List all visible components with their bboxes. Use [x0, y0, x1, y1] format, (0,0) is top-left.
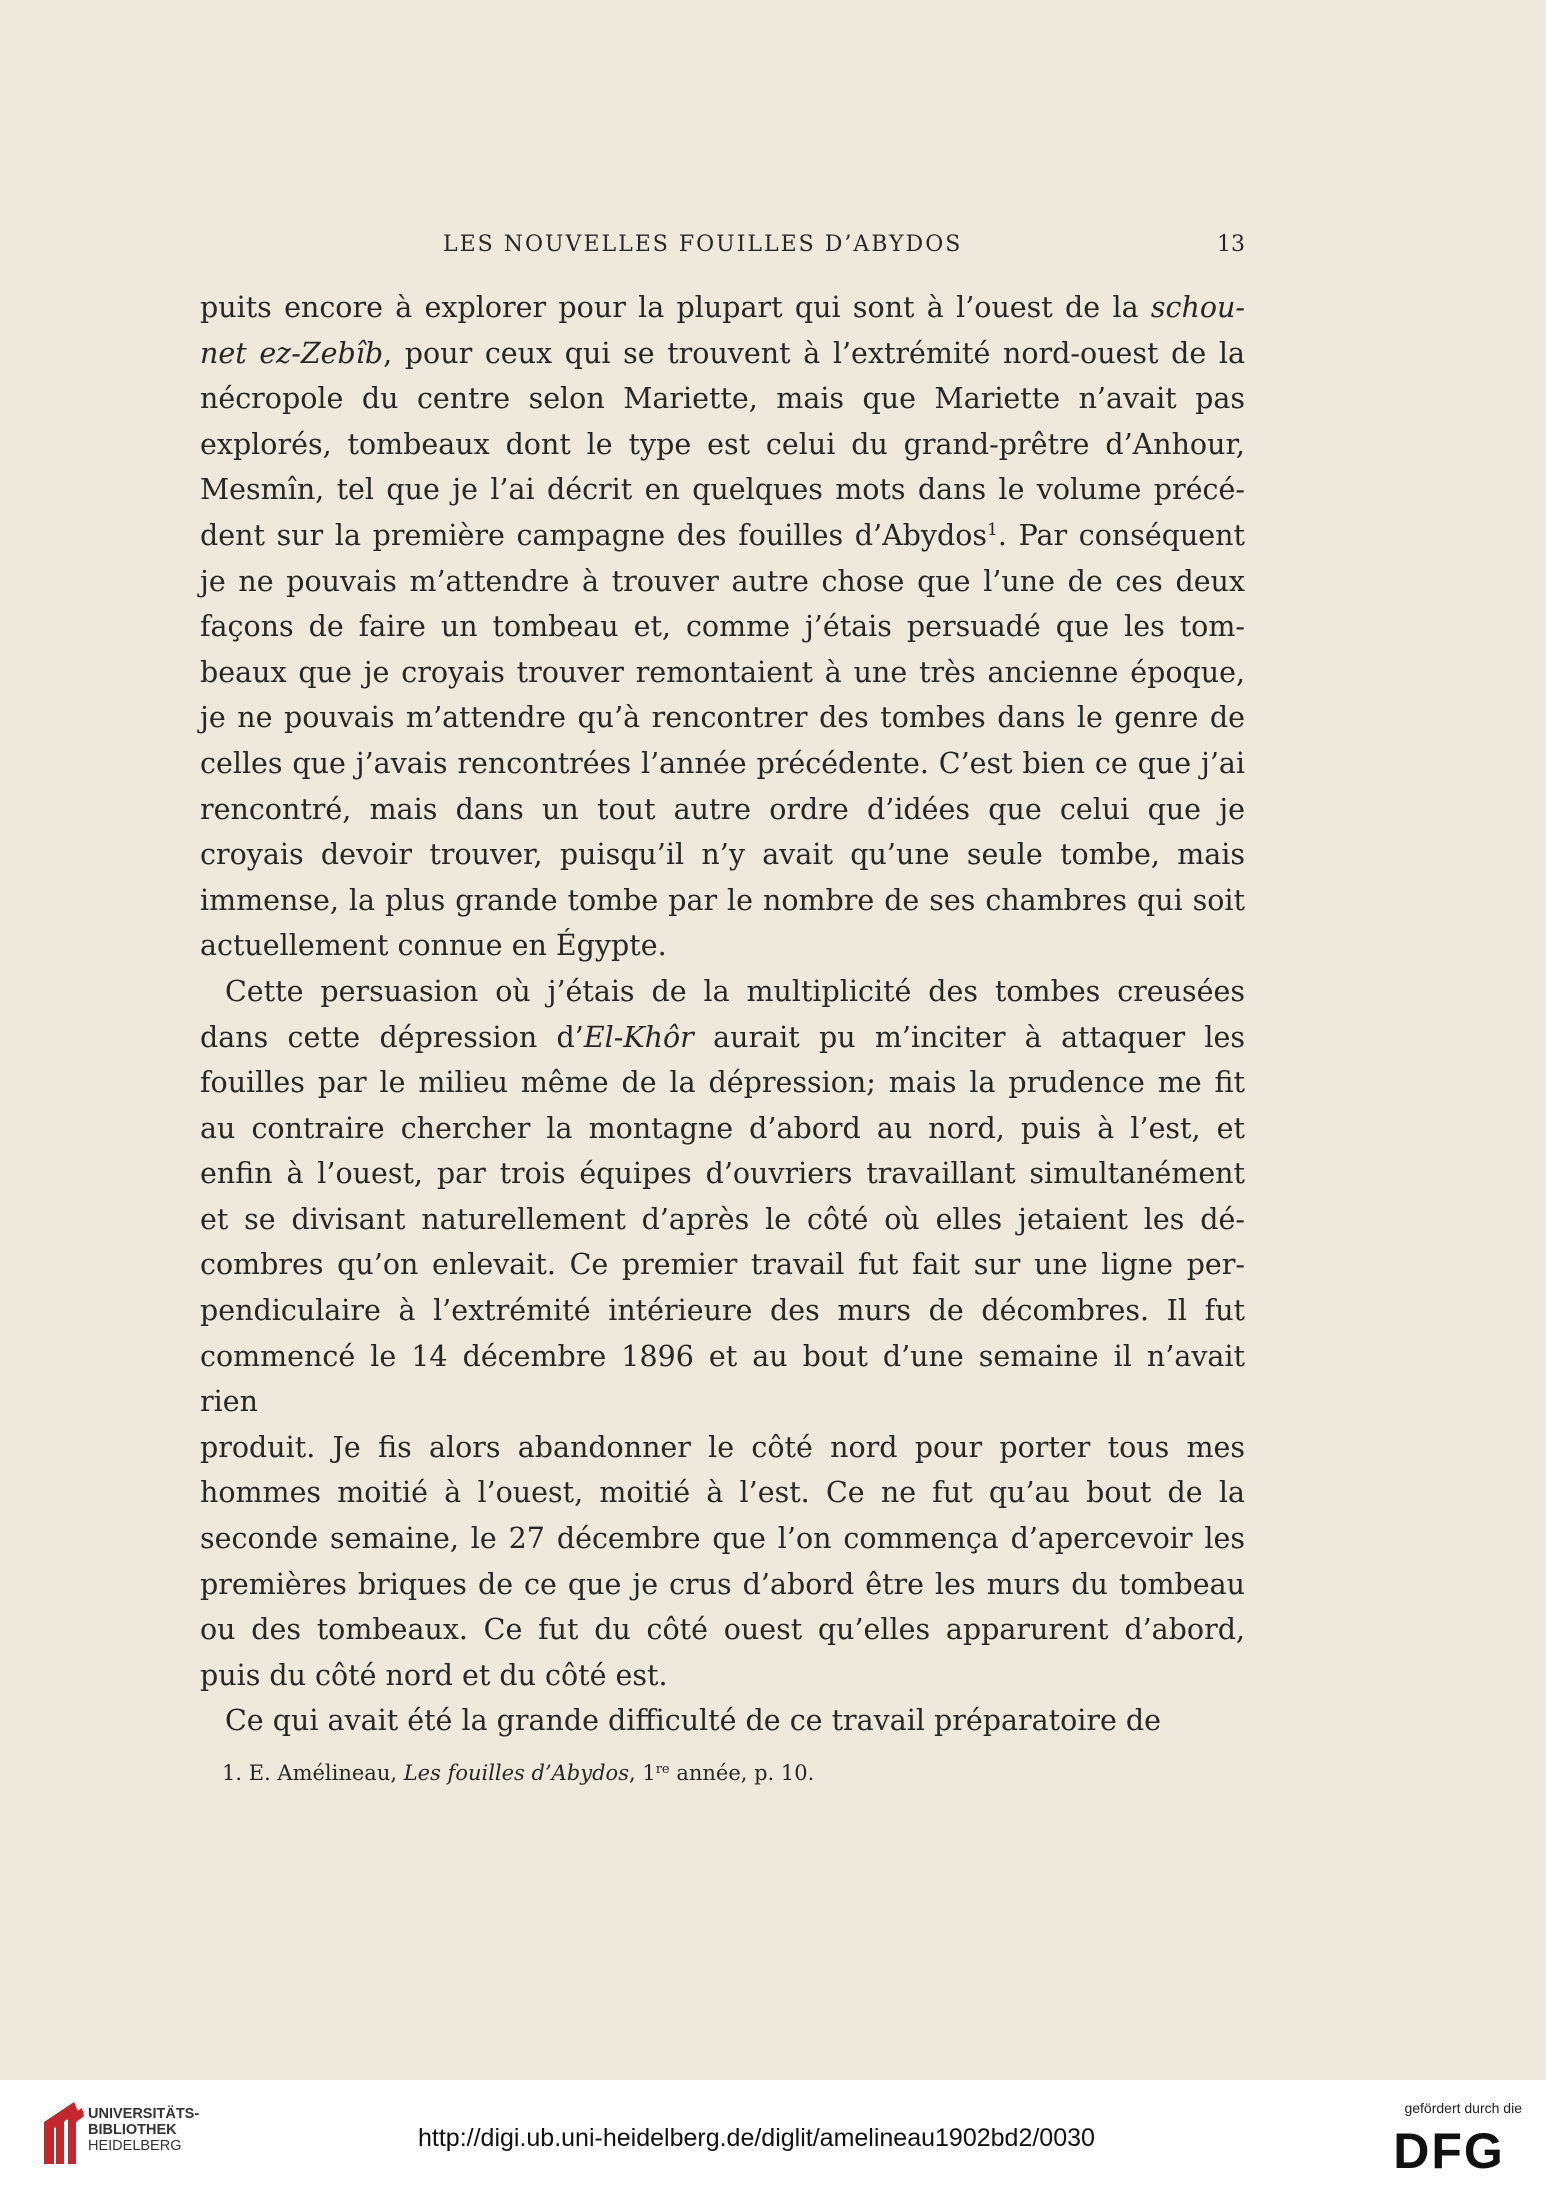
dfg-logo-icon	[1378, 2124, 1520, 2172]
text-segment: croyais devoir trouver, puisqu’il n’y avait qu’une seule tombe, mais	[200, 838, 1245, 872]
text-segment: . Par conséquent	[997, 518, 1245, 552]
text-line	[200, 1288, 1245, 1334]
text-line	[200, 787, 1245, 833]
text-line	[200, 1060, 1245, 1106]
text-line	[200, 1698, 1245, 1744]
text-segment: immense, la plus grande tombe par le nombre de ses chambres qui soit	[200, 883, 1245, 917]
library-name-line1: UNIVERSITÄTS-	[88, 2106, 200, 2122]
text-segment: commencé le 14 décembre 1896 et au bout d’une semaine il n’avait rien	[200, 1339, 1245, 1419]
funder-label: gefördert durch die	[1404, 2100, 1522, 2116]
text-line	[200, 832, 1245, 878]
text-line	[200, 878, 1245, 924]
italic-segment: schou-	[1150, 291, 1245, 324]
text-segment: puits encore à explorer pour la plupart qui sont à l’ouest de la	[200, 291, 1151, 324]
text-line	[200, 1470, 1245, 1516]
text-segment: Ce qui avait été la grande difficulté de ce travail préparatoire de	[225, 1704, 1162, 1738]
library-name	[88, 2106, 199, 2154]
text-line	[200, 422, 1245, 468]
footnote-author: E. Amélineau,	[248, 1761, 398, 1785]
italic-segment: net ez-Zebîb	[200, 336, 384, 370]
text-segment: au contraire chercher la montagne d’abord au nord, puis à l’est, et	[200, 1111, 1245, 1145]
footnote-edition: 1	[642, 1761, 656, 1785]
text-line	[200, 1015, 1245, 1061]
text-line	[200, 467, 1245, 513]
text-segment: aurait pu m’inciter à attaquer les	[693, 1020, 1245, 1054]
text-line	[200, 650, 1245, 696]
text-line	[200, 1334, 1245, 1425]
text-line	[200, 1242, 1245, 1288]
text-line	[200, 741, 1245, 787]
text-segment: Mesmîn, tel que je l’ai décrit en quelques mots dans le volume précé-	[200, 473, 1245, 507]
running-head	[200, 232, 1245, 268]
text-segment: combres qu’on enlevait. Ce premier travail fut fait sur une ligne per-	[200, 1248, 1245, 1282]
footnote-number: 1.	[222, 1761, 243, 1785]
text-segment: puis du côté nord et du côté est.	[200, 1658, 668, 1692]
text-segment: fouilles par le milieu même de la dépression; mais la prudence me fit	[200, 1066, 1245, 1100]
text-segment: hommes moitié à l’ouest, moitié à l’est. Ce ne fut qu’au bout de la	[200, 1476, 1245, 1510]
body-text	[200, 285, 1245, 1744]
text-line	[200, 695, 1245, 741]
text-line	[200, 1653, 1245, 1699]
text-line	[200, 969, 1245, 1015]
text-segment: , pour ceux qui se trouvent à l’extrémité nord-ouest de la	[383, 336, 1245, 370]
text-segment: celles que j’avais rencontrées l’année précédente. C’est bien ce que j’ai	[200, 746, 1245, 780]
text-segment: je ne pouvais m’attendre qu’à rencontrer des tombes dans le genre de	[200, 701, 1245, 735]
text-segment: Cette persuasion où j’étais de la multiplicité des tombes creusées	[225, 974, 1245, 1008]
text-segment: seconde semaine, le 27 décembre que l’on commença d’apercevoir les	[200, 1522, 1245, 1556]
text-segment: façons de faire un tombeau et, comme j’étais persuadé que les tom-	[200, 610, 1245, 644]
viewer-footer	[0, 2080, 1546, 2186]
footnote-reference: 1	[987, 519, 998, 540]
university-library-logo-icon	[34, 2098, 88, 2168]
text-line	[200, 923, 1245, 969]
library-name-line3: HEIDELBERG	[88, 2138, 182, 2154]
text-segment: je ne pouvais m’attendre à trouver autre chose que l’une de ces deux	[200, 564, 1245, 598]
text-line	[200, 513, 1245, 559]
text-segment: dent sur la première campagne des fouilles d’Abydos	[200, 518, 988, 552]
text-line	[200, 1151, 1245, 1197]
text-segment: nécropole du centre selon Mariette, mais que Mariette n’avait pas	[200, 382, 1245, 416]
library-name-line2: BIBLIOTHEK	[88, 2122, 177, 2138]
text-segment: actuellement connue en Égypte.	[200, 929, 667, 963]
text-segment: ou des tombeaux. Ce fut du côté ouest qu’elles apparurent d’abord,	[200, 1613, 1245, 1647]
text-segment: premières briques de ce que je crus d’abord être les murs du tombeau	[200, 1567, 1245, 1601]
page-number: 13	[1217, 232, 1245, 257]
text-segment: beaux que je croyais trouver remontaient à une très ancienne époque,	[200, 655, 1245, 689]
footnote-edition-sup: re	[655, 1762, 670, 1777]
text-segment: pendiculaire à l’extrémité intérieure des murs de décombres. Il fut	[200, 1294, 1245, 1328]
text-segment: dans cette dépression d’	[200, 1020, 584, 1054]
text-line	[200, 1106, 1245, 1152]
text-line	[200, 331, 1245, 377]
text-line	[200, 376, 1245, 422]
text-segment: rencontré, mais dans un tout autre ordre d’idées que celui que je	[200, 792, 1245, 826]
text-line	[200, 1516, 1245, 1562]
footnote-separator: ,	[628, 1761, 636, 1785]
footnote	[222, 1755, 1222, 1788]
text-line	[200, 559, 1245, 605]
footnote-rest: année, p. 10.	[669, 1761, 815, 1785]
text-line	[200, 285, 1245, 331]
text-line	[200, 1425, 1245, 1471]
text-segment: explorés, tombeaux dont le type est celui du grand-prêtre d’Anhour,	[200, 427, 1245, 461]
text-line	[200, 604, 1245, 650]
italic-segment: El-Khôr	[583, 1020, 694, 1054]
text-line	[200, 1197, 1245, 1243]
running-head-title: LES NOUVELLES FOUILLES D’ABYDOS	[443, 232, 963, 257]
text-segment: produit. Je fis alors abandonner le côté nord pour porter tous mes	[200, 1430, 1245, 1464]
text-segment: enfin à l’ouest, par trois équipes d’ouvriers travaillant simultanément	[200, 1157, 1245, 1191]
text-segment: et se divisant naturellement d’après le côté où elles jetaient les dé-	[200, 1202, 1245, 1236]
permalink-url[interactable]: http://digi.ub.uni-heidelberg.de/diglit/amelineau1902bd2/0030	[418, 2124, 1095, 2152]
dfg-logo-text: DFG	[1393, 2124, 1505, 2172]
text-line	[200, 1562, 1245, 1608]
footnote-title: Les fouilles d’Abydos	[403, 1761, 629, 1785]
text-line	[200, 1607, 1245, 1653]
